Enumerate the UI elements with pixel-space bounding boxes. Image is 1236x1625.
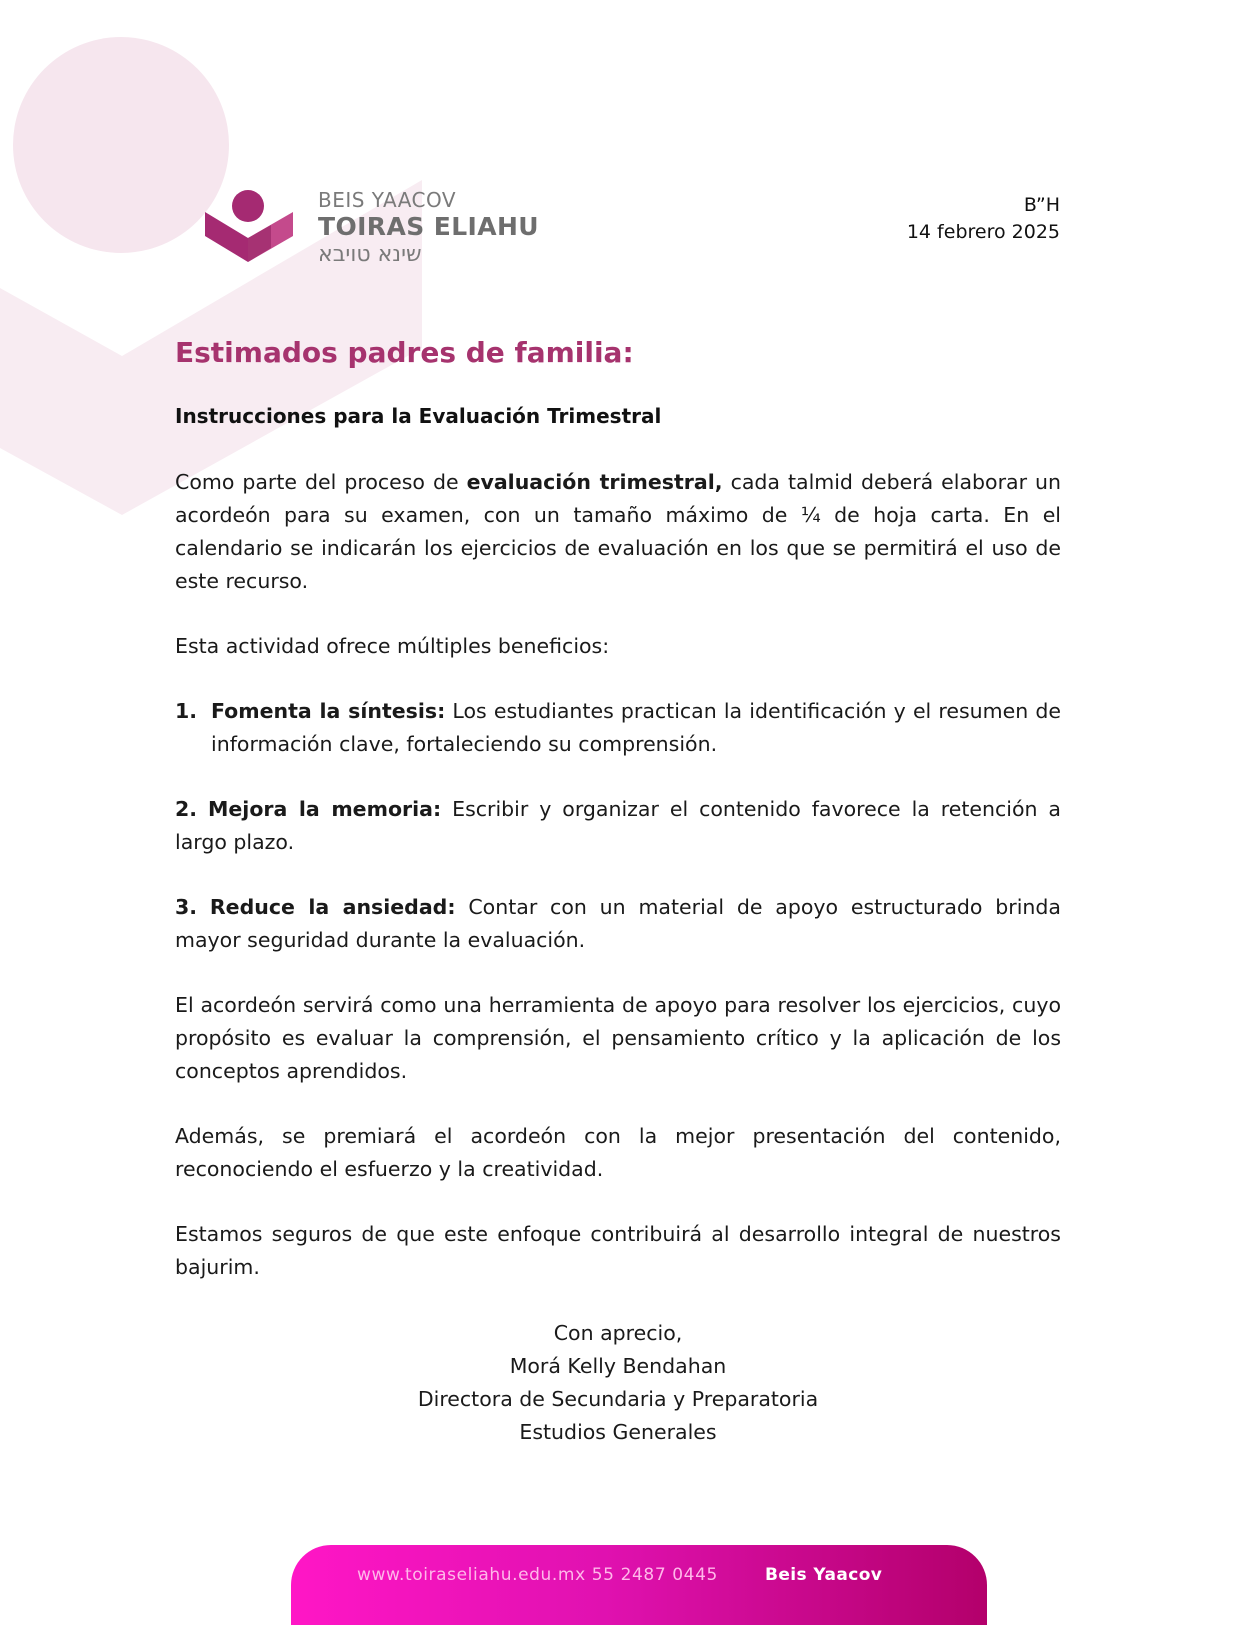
letter-header	[907, 192, 1060, 246]
benefit-item: 2. Mejora la memoria: Escribir y organizar el contenido favorece la retención a largo plazo.	[175, 797, 1061, 854]
signature-role: Directora de Secundaria y Preparatoria	[417, 1387, 819, 1411]
footer-bar	[291, 1545, 987, 1625]
bh-mark: B”H	[1023, 194, 1060, 216]
paragraph-purpose: El acordeón servirá como una herramienta de apoyo para resolver los ejercicios, cuyo propósito es evaluar la comprensión, el pensamiento crítico y la aplicación de los conceptos aprendidos.	[175, 993, 1061, 1083]
paragraph-closing: Estamos seguros de que este enfoque contribuirá al desarrollo integral de nuestros bajurim.	[175, 1222, 1061, 1279]
letter-salutation: Estimados padres de familia:	[175, 336, 634, 369]
paragraph-award: Además, se premiará el acordeón con la mejor presentación del contenido, reconociendo el esfuerzo y la creatividad.	[175, 1124, 1061, 1181]
signature-department: Estudios Generales	[519, 1420, 717, 1444]
school-logo	[205, 188, 585, 268]
letter-body	[175, 466, 1061, 1316]
logo-emblem-icon	[205, 188, 301, 268]
signature-closing: Con aprecio,	[553, 1321, 683, 1345]
paragraph-intro: Como parte del proceso de evaluación trimestral, cada talmid deberá elaborar un acordeón para su examen, con un tamaño máximo de ¼ de hoja carta. En el calendario se indicarán los ejercicios de evaluación en los que se permitirá el uso de este recurso.	[175, 470, 1061, 593]
footer-brand: Beis Yaacov	[765, 1565, 883, 1585]
benefit-item: 3. Reduce la ansiedad: Contar con un material de apoyo estructurado brinda mayor seguridad durante la evaluación.	[175, 895, 1061, 952]
signature-name: Morá Kelly Bendahan	[509, 1354, 727, 1378]
benefit-item: 1. Fomenta la síntesis: Los estudiantes practican la identificación y el resumen de información clave, fortaleciendo su comprensión.	[175, 699, 1061, 756]
letter-date: 14 febrero 2025	[906, 221, 1060, 243]
logo-text-beis-yaacov: BEIS YAACOV	[318, 188, 457, 212]
letter-subject: Instrucciones para la Evaluación Trimestral	[175, 404, 662, 428]
signature-block	[0, 1317, 1236, 1449]
footer-contact[interactable]: www.toiraseliahu.edu.mx 55 2487 0445	[357, 1565, 718, 1585]
decor-circle	[13, 37, 229, 253]
logo-text-hebrew: שינא טויבא	[318, 242, 422, 267]
paragraph-benefits-intro: Esta actividad ofrece múltiples beneficios:	[175, 634, 610, 658]
logo-text-toiras-eliahu: TOIRAS ELIAHU	[318, 212, 539, 241]
